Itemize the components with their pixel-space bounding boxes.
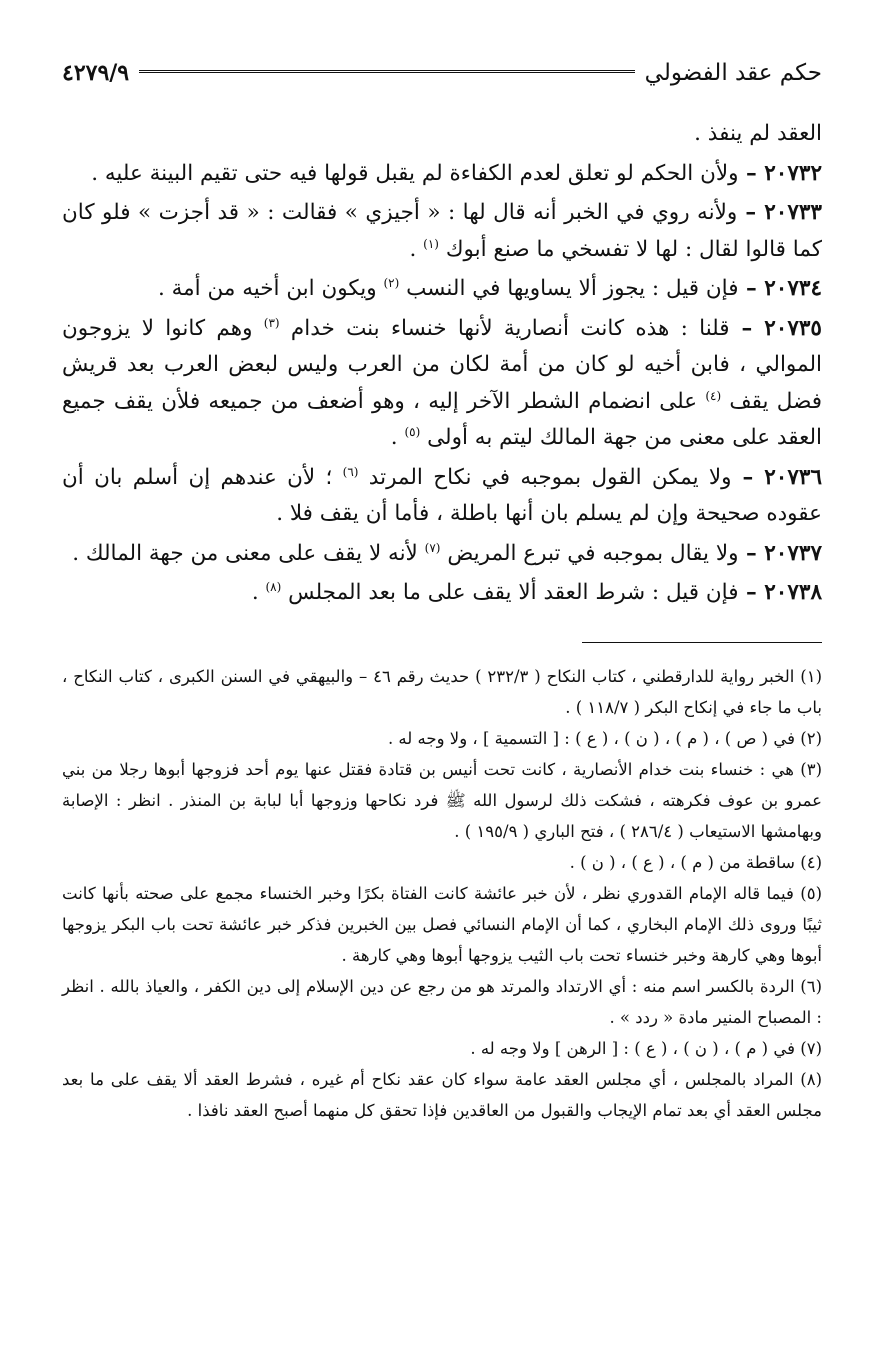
footnote-marker[interactable]: (٧) [424,540,441,555]
paragraph-20737 [62,536,822,573]
paragraph-20738 [62,575,822,612]
paragraph-20732 [62,156,822,193]
paragraph-text: ولا يقال بموجبه في تبرع المريض [447,540,739,566]
paragraph-text: العقد لم ينفذ . [694,121,822,146]
paragraph-number: ٢٠٧٣٦ – [731,464,822,490]
paragraph-tail: ؛ لأن عندهم إن أسلم بان أن عقوده صحيحة وإن لم يسلم بان أنها باطلة ، فأما أن يقف فلا . [62,464,822,526]
paragraph-tail: . [390,425,405,450]
footnote-marker[interactable]: (٥) [404,424,421,439]
footnote-marker[interactable]: (١) [423,236,439,251]
paragraph-number: ٢٠٧٣٢ – [738,160,822,186]
paragraph-text: قلنا : هذه كانت أنصارية لأنها خنساء بنت خدام [290,315,730,341]
paragraph-number: ٢٠٧٣٨ – [738,580,822,605]
footnote-7: (٧) في ( م ) ، ( ن ) ، ( ع ) : [ الرهن ] ولا وجه له . [470,1038,822,1058]
paragraph-number: ٢٠٧٣٧ – [738,540,822,566]
paragraph-number: ٢٠٧٣٣ – [737,200,822,225]
footnote-marker[interactable]: (٣) [263,315,280,330]
paragraph-tail: . [251,580,266,605]
paragraph-tail: ويكون ابن أخيه من أمة . [157,276,384,301]
footnote-marker[interactable]: (٢) [383,275,400,290]
paragraph-tail: وهم كانوا لا يزوجون الموالي ، فابن أخيه لو كان من أمة لكان من العرب وليس لبعض العرب بعد قريش فضل يقف [62,315,822,414]
page-header [62,52,822,94]
footnote-3: (٣) هي : خنساء بنت خدام الأنصارية ، كانت تحت أنيس بن قتادة فقتل عنها يوم أحد فزوجها أبوها رجلا من بني عمرو بن عوف فكرهته ، فشكت ذلك لرسول الله ﷺ فرد نكاحها وزوجها أبا لبابة بن المنذر . انظر : الإصابة وبهامشها الاستيعاب ( ٢٨٦/٤ ) ، فتح الباري ( ١٩٥/٩ ) . [62,759,822,841]
main-text [62,116,822,612]
paragraph-20736 [62,460,822,533]
footnote-marker[interactable]: (٤) [705,388,722,403]
paragraph-text: فإن قيل : شرط العقد ألا يقف على ما بعد المجلس [288,580,739,605]
footnotes [62,661,822,1126]
footnote-marker[interactable]: (٨) [265,579,282,594]
footnote-separator [582,642,822,643]
paragraph-text: فإن قيل : يجوز ألا يساويها في النسب [406,276,739,301]
paragraph-text: على انضمام الشطر الآخر إليه ، وهو أضعف من جميعه فلأن يقف جميع العقد على معنى من جهة المالك ليتم به أولى [62,388,822,450]
footnote-4: (٤) ساقطة من ( م ) ، ( ع ) ، ( ن ) . [569,852,822,872]
book-page [62,52,822,1126]
paragraph-text: ولأنه روي في الخبر أنه قال لها : « أجيزي » فقالت : « قد أجزت » فلو كان كما قالوا لقال : لها لا تفسخي ما صنع أبوك [62,200,822,262]
footnote-1: (١) الخبر رواية للدارقطني ، كتاب النكاح ( ٢٣٢/٣ ) حديث رقم ٤٦ – والبيهقي في السنن الكبرى ، كتاب النكاح ، باب ما جاء في إنكاح البكر ( ١١٨/٧ ) . [62,666,822,717]
paragraph-text: ولأن الحكم لو تعلق لعدم الكفاءة لم يقبل قولها فيه حتى تقيم البينة عليه . [91,160,739,186]
paragraph-tail: لأنه لا يقف على معنى من جهة المالك . [72,540,425,566]
footnote-8: (٨) المراد بالمجلس ، أي مجلس العقد عامة سواء كان عقد نكاح أم غيره ، فشرط العقد ألا يقف على ما بعد مجلس العقد أي بعد تمام الإيجاب والقبول من العاقدين فإذا تحقق كل منهما أصبح العقد نافذا . [62,1069,822,1120]
footnote-2: (٢) في ( ص ) ، ( م ) ، ( ن ) ، ( ع ) : [ التسمية ] ، ولا وجه له . [387,728,822,748]
footnote-5: (٥) فيما قاله الإمام القدوري نظر ، لأن خبر عائشة كانت الفتاة بكرًا وخبر الخنساء مجمع على صحته بأنها كانت ثيبًا وروى ذلك الإمام البخاري ، كما أن الإمام النسائي فصل بين الخبرين فذكر خبر عائشة تحت باب البكر يزوجها أبوها وهي كارهة وخبر خنساء تحت باب الثيب يزوجها أبوها وهي كارهة . [62,883,822,965]
paragraph-number: ٢٠٧٣٥ – [729,315,822,341]
paragraph [62,116,822,153]
footnote-6: (٦) الردة بالكسر اسم منه : أي الارتداد والمرتد هو من رجع عن دين الإسلام إلى دين الكفر ، والعياذ بالله . انظر : المصباح المنير مادة « ردد » . [62,976,822,1027]
page-number: ٤٢٧٩/٩ [62,60,130,86]
header-double-rule [139,70,635,76]
paragraph-number: ٢٠٧٣٤ – [738,276,822,301]
paragraph-20733 [62,195,822,268]
paragraph-text: ولا يمكن القول بموجبه في نكاح المرتد [368,464,732,490]
footnote-marker[interactable]: (٦) [342,464,359,479]
running-title: حكم عقد الفضولي [644,60,822,86]
paragraph-20735 [62,311,822,457]
paragraph-tail: . [409,236,424,262]
paragraph-20734 [62,271,822,308]
